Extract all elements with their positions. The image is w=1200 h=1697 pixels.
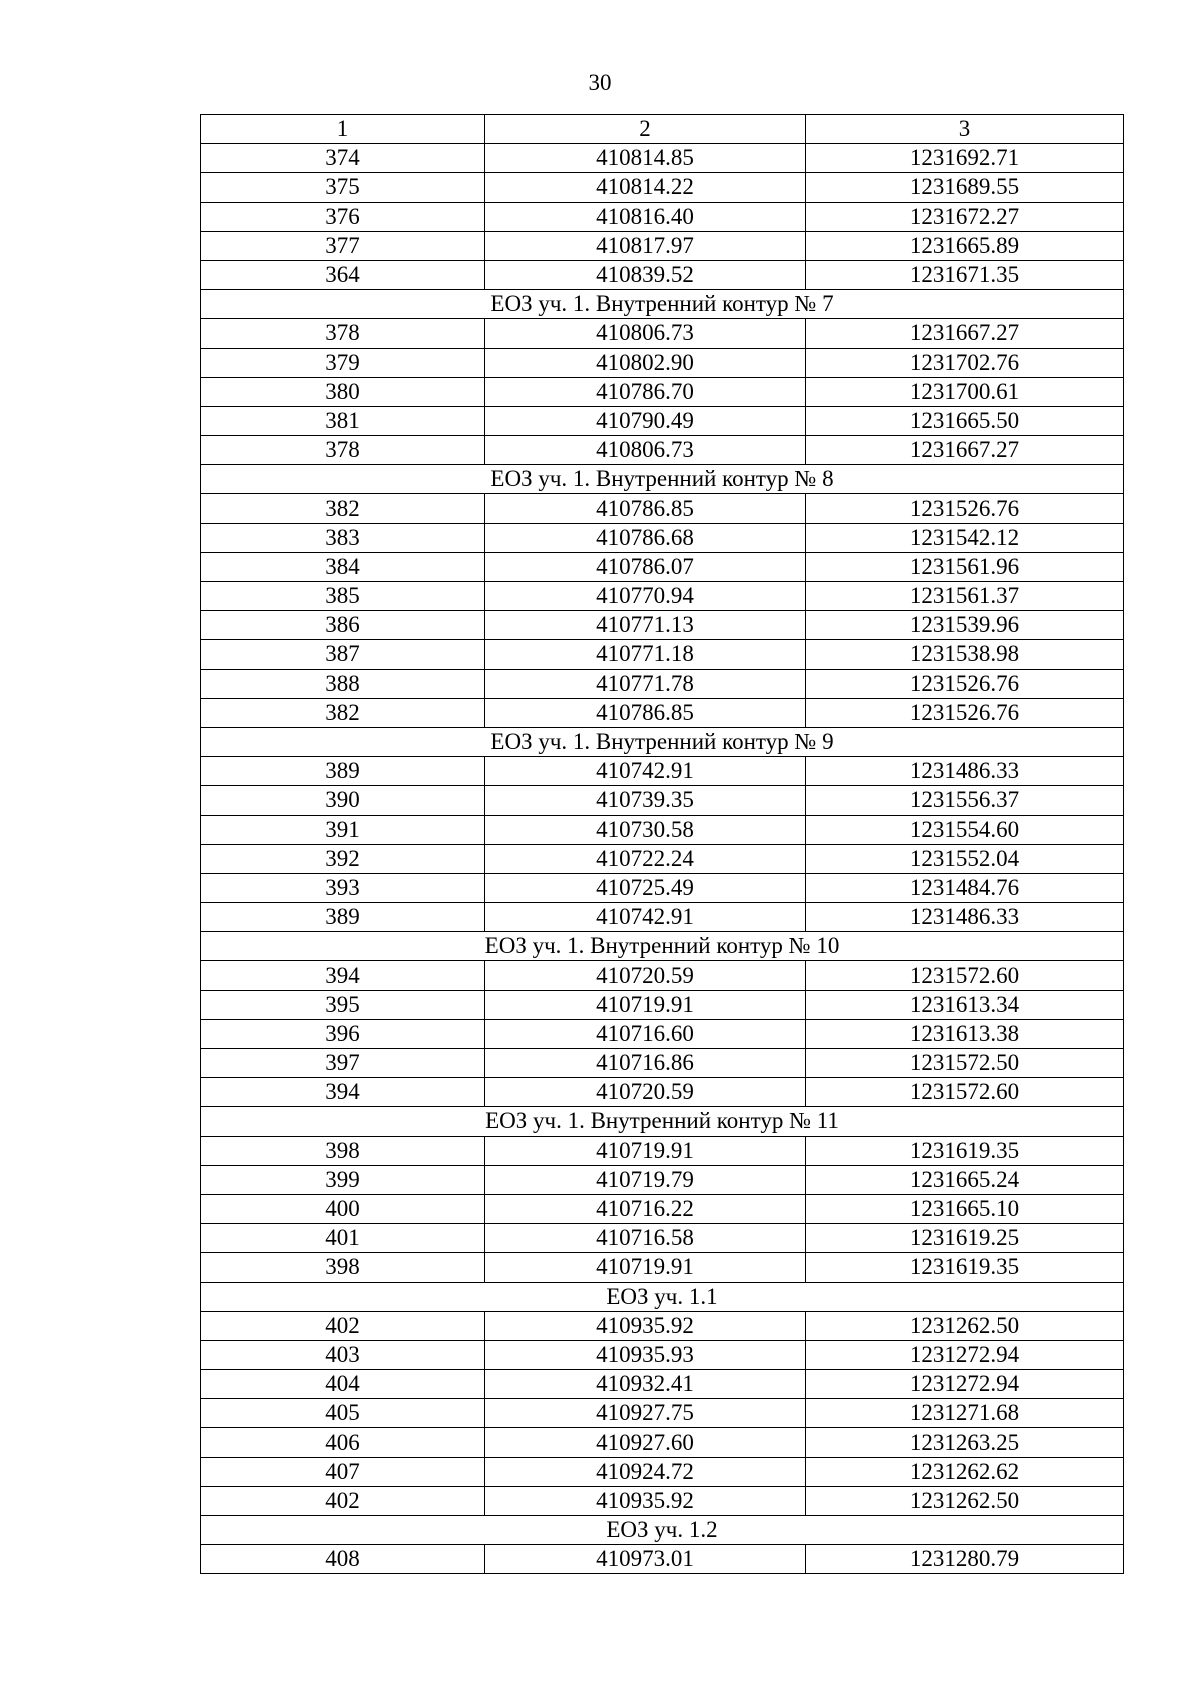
cell-x-coordinate: 410924.72: [485, 1457, 806, 1486]
table-row: [201, 523, 1124, 552]
cell-y-coordinate: 1231484.76: [806, 873, 1124, 902]
cell-point-number: 389: [201, 757, 485, 786]
cell-x-coordinate: 410973.01: [485, 1545, 806, 1574]
table-row: [201, 406, 1124, 435]
cell-y-coordinate: 1231572.50: [806, 1049, 1124, 1078]
cell-x-coordinate: 410716.58: [485, 1224, 806, 1253]
cell-point-number: 375: [201, 173, 485, 202]
cell-x-coordinate: 410742.91: [485, 903, 806, 932]
table-row: [201, 669, 1124, 698]
cell-y-coordinate: 1231271.68: [806, 1399, 1124, 1428]
cell-y-coordinate: 1231665.50: [806, 406, 1124, 435]
cell-point-number: 397: [201, 1049, 485, 1078]
cell-point-number: 389: [201, 903, 485, 932]
cell-point-number: 400: [201, 1194, 485, 1223]
section-label: ЕОЗ уч. 1. Внутренний контур № 8: [201, 465, 1124, 494]
cell-y-coordinate: 1231526.76: [806, 698, 1124, 727]
cell-x-coordinate: 410739.35: [485, 786, 806, 815]
cell-x-coordinate: 410816.40: [485, 202, 806, 231]
table-row: [201, 260, 1124, 289]
cell-point-number: 390: [201, 786, 485, 815]
table-row: [201, 319, 1124, 348]
cell-y-coordinate: 1231667.27: [806, 436, 1124, 465]
table-row: [201, 1224, 1124, 1253]
cell-x-coordinate: 410725.49: [485, 873, 806, 902]
cell-y-coordinate: 1231672.27: [806, 202, 1124, 231]
cell-y-coordinate: 1231552.04: [806, 844, 1124, 873]
cell-x-coordinate: 410786.85: [485, 494, 806, 523]
cell-point-number: 384: [201, 552, 485, 581]
table-row: [201, 494, 1124, 523]
cell-point-number: 402: [201, 1486, 485, 1515]
section-label: ЕОЗ уч. 1.1: [201, 1282, 1124, 1311]
cell-point-number: 379: [201, 348, 485, 377]
table-header-row: [201, 115, 1124, 144]
cell-y-coordinate: 1231538.98: [806, 640, 1124, 669]
table-row: [201, 348, 1124, 377]
cell-x-coordinate: 410719.91: [485, 1136, 806, 1165]
cell-y-coordinate: 1231613.38: [806, 1019, 1124, 1048]
table-row: [201, 582, 1124, 611]
cell-point-number: 405: [201, 1399, 485, 1428]
cell-y-coordinate: 1231542.12: [806, 523, 1124, 552]
cell-y-coordinate: 1231486.33: [806, 903, 1124, 932]
table-row: [201, 611, 1124, 640]
cell-point-number: 394: [201, 1078, 485, 1107]
cell-point-number: 378: [201, 436, 485, 465]
table-row: [201, 903, 1124, 932]
table-row: [201, 1253, 1124, 1282]
cell-x-coordinate: 410730.58: [485, 815, 806, 844]
coordinates-table-body: [201, 115, 1124, 1574]
cell-x-coordinate: 410771.13: [485, 611, 806, 640]
cell-point-number: 398: [201, 1253, 485, 1282]
table-row: [201, 844, 1124, 873]
table-row: [201, 757, 1124, 786]
cell-point-number: 388: [201, 669, 485, 698]
cell-point-number: 387: [201, 640, 485, 669]
section-label: ЕОЗ уч. 1. Внутренний контур № 9: [201, 727, 1124, 756]
cell-y-coordinate: 1231665.24: [806, 1165, 1124, 1194]
cell-y-coordinate: 1231262.50: [806, 1311, 1124, 1340]
cell-y-coordinate: 1231526.76: [806, 494, 1124, 523]
table-row: [201, 552, 1124, 581]
cell-x-coordinate: 410720.59: [485, 1078, 806, 1107]
cell-point-number: 394: [201, 961, 485, 990]
section-header-row: [201, 290, 1124, 319]
cell-y-coordinate: 1231689.55: [806, 173, 1124, 202]
cell-point-number: 376: [201, 202, 485, 231]
table-row: [201, 1136, 1124, 1165]
cell-point-number: 408: [201, 1545, 485, 1574]
cell-y-coordinate: 1231702.76: [806, 348, 1124, 377]
cell-x-coordinate: 410935.92: [485, 1311, 806, 1340]
cell-y-coordinate: 1231665.10: [806, 1194, 1124, 1223]
table-row: [201, 1078, 1124, 1107]
cell-x-coordinate: 410927.75: [485, 1399, 806, 1428]
section-label: ЕОЗ уч. 1. Внутренний контур № 10: [201, 932, 1124, 961]
cell-x-coordinate: 410806.73: [485, 436, 806, 465]
cell-x-coordinate: 410719.91: [485, 1253, 806, 1282]
cell-y-coordinate: 1231262.62: [806, 1457, 1124, 1486]
table-row: [201, 1428, 1124, 1457]
cell-x-coordinate: 410932.41: [485, 1370, 806, 1399]
cell-point-number: 364: [201, 260, 485, 289]
cell-point-number: 406: [201, 1428, 485, 1457]
table-row: [201, 202, 1124, 231]
cell-y-coordinate: 1231262.50: [806, 1486, 1124, 1515]
section-header-row: [201, 465, 1124, 494]
cell-point-number: 407: [201, 1457, 485, 1486]
table-row: [201, 640, 1124, 669]
cell-x-coordinate: 410817.97: [485, 231, 806, 260]
table-row: [201, 436, 1124, 465]
cell-point-number: 392: [201, 844, 485, 873]
cell-x-coordinate: 410786.70: [485, 377, 806, 406]
table-row: [201, 1165, 1124, 1194]
section-header-row: [201, 1282, 1124, 1311]
page-number: 30: [588, 70, 612, 95]
table-row: [201, 990, 1124, 1019]
cell-y-coordinate: 1231280.79: [806, 1545, 1124, 1574]
table-row: [201, 1019, 1124, 1048]
table-row: [201, 815, 1124, 844]
cell-x-coordinate: 410742.91: [485, 757, 806, 786]
cell-x-coordinate: 410771.18: [485, 640, 806, 669]
cell-point-number: 391: [201, 815, 485, 844]
cell-x-coordinate: 410770.94: [485, 582, 806, 611]
cell-point-number: 382: [201, 494, 485, 523]
cell-y-coordinate: 1231554.60: [806, 815, 1124, 844]
cell-y-coordinate: 1231272.94: [806, 1340, 1124, 1369]
table-row: [201, 231, 1124, 260]
cell-y-coordinate: 1231667.27: [806, 319, 1124, 348]
cell-point-number: 377: [201, 231, 485, 260]
cell-y-coordinate: 1231561.96: [806, 552, 1124, 581]
cell-point-number: 398: [201, 1136, 485, 1165]
cell-point-number: 402: [201, 1311, 485, 1340]
table-row: [201, 961, 1124, 990]
cell-x-coordinate: 410716.60: [485, 1019, 806, 1048]
cell-y-coordinate: 1231263.25: [806, 1428, 1124, 1457]
cell-y-coordinate: 1231692.71: [806, 144, 1124, 173]
section-header-row: [201, 1107, 1124, 1136]
table-row: [201, 786, 1124, 815]
table-row: [201, 1486, 1124, 1515]
table-row: [201, 1545, 1124, 1574]
cell-point-number: 401: [201, 1224, 485, 1253]
table-row: [201, 144, 1124, 173]
cell-y-coordinate: 1231671.35: [806, 260, 1124, 289]
cell-x-coordinate: 410720.59: [485, 961, 806, 990]
cell-point-number: 403: [201, 1340, 485, 1369]
cell-x-coordinate: 410771.78: [485, 669, 806, 698]
cell-y-coordinate: 1231539.96: [806, 611, 1124, 640]
cell-x-coordinate: 410786.85: [485, 698, 806, 727]
cell-x-coordinate: 410802.90: [485, 348, 806, 377]
cell-point-number: 374: [201, 144, 485, 173]
table-row: [201, 1399, 1124, 1428]
column-header-x-coordinate: 2: [485, 115, 806, 144]
cell-y-coordinate: 1231572.60: [806, 1078, 1124, 1107]
table-row: [201, 873, 1124, 902]
cell-y-coordinate: 1231613.34: [806, 990, 1124, 1019]
cell-x-coordinate: 410814.22: [485, 173, 806, 202]
cell-point-number: 385: [201, 582, 485, 611]
cell-x-coordinate: 410722.24: [485, 844, 806, 873]
cell-y-coordinate: 1231272.94: [806, 1370, 1124, 1399]
section-header-row: [201, 727, 1124, 756]
cell-x-coordinate: 410786.68: [485, 523, 806, 552]
cell-y-coordinate: 1231556.37: [806, 786, 1124, 815]
table-row: [201, 1049, 1124, 1078]
cell-y-coordinate: 1231619.25: [806, 1224, 1124, 1253]
table-row: [201, 1457, 1124, 1486]
table-row: [201, 698, 1124, 727]
cell-x-coordinate: 410935.93: [485, 1340, 806, 1369]
column-header-point-number: 1: [201, 115, 485, 144]
cell-point-number: 382: [201, 698, 485, 727]
cell-point-number: 383: [201, 523, 485, 552]
cell-y-coordinate: 1231572.60: [806, 961, 1124, 990]
cell-y-coordinate: 1231619.35: [806, 1253, 1124, 1282]
cell-y-coordinate: 1231561.37: [806, 582, 1124, 611]
cell-point-number: 378: [201, 319, 485, 348]
cell-x-coordinate: 410927.60: [485, 1428, 806, 1457]
section-header-row: [201, 1516, 1124, 1545]
table-row: [201, 173, 1124, 202]
cell-x-coordinate: 410716.86: [485, 1049, 806, 1078]
cell-x-coordinate: 410935.92: [485, 1486, 806, 1515]
cell-y-coordinate: 1231526.76: [806, 669, 1124, 698]
cell-y-coordinate: 1231700.61: [806, 377, 1124, 406]
cell-point-number: 404: [201, 1370, 485, 1399]
coordinates-table: [200, 114, 1124, 1574]
cell-x-coordinate: 410716.22: [485, 1194, 806, 1223]
cell-point-number: 393: [201, 873, 485, 902]
cell-point-number: 381: [201, 406, 485, 435]
cell-x-coordinate: 410839.52: [485, 260, 806, 289]
table-row: [201, 1194, 1124, 1223]
cell-point-number: 396: [201, 1019, 485, 1048]
column-header-y-coordinate: 3: [806, 115, 1124, 144]
cell-point-number: 399: [201, 1165, 485, 1194]
cell-point-number: 386: [201, 611, 485, 640]
cell-x-coordinate: 410814.85: [485, 144, 806, 173]
section-label: ЕОЗ уч. 1.2: [201, 1516, 1124, 1545]
cell-point-number: 395: [201, 990, 485, 1019]
cell-point-number: 380: [201, 377, 485, 406]
cell-x-coordinate: 410719.91: [485, 990, 806, 1019]
table-row: [201, 1370, 1124, 1399]
table-row: [201, 377, 1124, 406]
table-row: [201, 1311, 1124, 1340]
cell-y-coordinate: 1231619.35: [806, 1136, 1124, 1165]
cell-x-coordinate: 410806.73: [485, 319, 806, 348]
cell-y-coordinate: 1231665.89: [806, 231, 1124, 260]
cell-x-coordinate: 410790.49: [485, 406, 806, 435]
cell-x-coordinate: 410719.79: [485, 1165, 806, 1194]
table-row: [201, 1340, 1124, 1369]
cell-y-coordinate: 1231486.33: [806, 757, 1124, 786]
section-header-row: [201, 932, 1124, 961]
cell-x-coordinate: 410786.07: [485, 552, 806, 581]
section-label: ЕОЗ уч. 1. Внутренний контур № 11: [201, 1107, 1124, 1136]
section-label: ЕОЗ уч. 1. Внутренний контур № 7: [201, 290, 1124, 319]
